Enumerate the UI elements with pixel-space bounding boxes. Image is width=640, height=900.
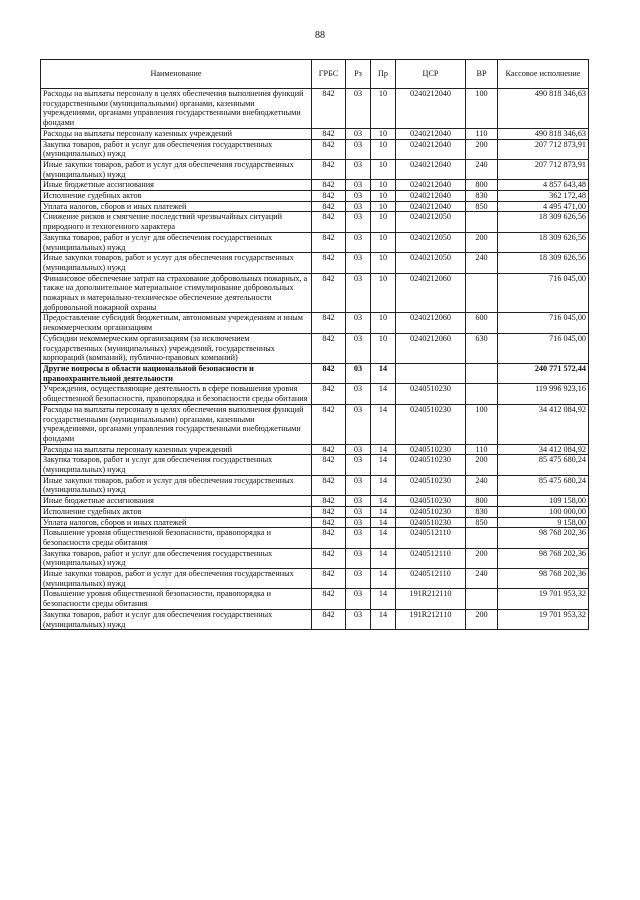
cell-name: Закупка товаров, работ и услуг для обеспечения государственных (муниципальных) нужд bbox=[41, 139, 312, 159]
cell-csr: 0240510230 bbox=[396, 496, 466, 507]
cell-pr: 10 bbox=[371, 232, 396, 252]
cell-name: Иные бюджетные ассигнования bbox=[41, 496, 312, 507]
cell-grbs: 842 bbox=[312, 201, 346, 212]
cell-amount: 18 309 626,56 bbox=[498, 212, 589, 232]
cell-csr: 191R212110 bbox=[396, 609, 466, 629]
cell-vr: 100 bbox=[466, 89, 498, 129]
table-row bbox=[41, 333, 589, 363]
cell-name: Иные закупки товаров, работ и услуг для обеспечения государственных (муниципальных) нужд bbox=[41, 253, 312, 273]
cell-amount: 716 045,00 bbox=[498, 273, 589, 313]
cell-rz: 03 bbox=[346, 609, 371, 629]
cell-grbs: 842 bbox=[312, 444, 346, 455]
cell-rz: 03 bbox=[346, 589, 371, 609]
cell-csr: 0240212050 bbox=[396, 212, 466, 232]
cell-name: Закупка товаров, работ и услуг для обеспечения государственных (муниципальных) нужд bbox=[41, 548, 312, 568]
cell-pr: 10 bbox=[371, 313, 396, 333]
cell-rz: 03 bbox=[346, 569, 371, 589]
cell-pr: 14 bbox=[371, 589, 396, 609]
cell-vr: 850 bbox=[466, 517, 498, 528]
cell-amount: 4 857 643,48 bbox=[498, 180, 589, 191]
cell-pr: 14 bbox=[371, 444, 396, 455]
cell-csr: 0240212040 bbox=[396, 139, 466, 159]
cell-name: Иные закупки товаров, работ и услуг для обеспечения государственных (муниципальных) нужд bbox=[41, 569, 312, 589]
cell-vr: 630 bbox=[466, 333, 498, 363]
cell-amount: 362 172,48 bbox=[498, 191, 589, 202]
cell-pr: 10 bbox=[371, 253, 396, 273]
cell-name: Иные закупки товаров, работ и услуг для обеспечения государственных (муниципальных) нужд bbox=[41, 159, 312, 179]
cell-vr: 830 bbox=[466, 506, 498, 517]
cell-amount: 119 996 923,16 bbox=[498, 384, 589, 404]
cell-csr: 0240510230 bbox=[396, 404, 466, 444]
cell-csr: 0240212040 bbox=[396, 89, 466, 129]
cell-name: Расходы на выплаты персоналу казенных учреждений bbox=[41, 128, 312, 139]
cell-vr: 200 bbox=[466, 455, 498, 475]
cell-rz: 03 bbox=[346, 517, 371, 528]
cell-csr: 0240512110 bbox=[396, 548, 466, 568]
cell-pr: 14 bbox=[371, 506, 396, 517]
cell-pr: 14 bbox=[371, 363, 396, 383]
cell-grbs: 842 bbox=[312, 609, 346, 629]
table-row bbox=[41, 384, 589, 404]
table-row bbox=[41, 363, 589, 383]
cell-grbs: 842 bbox=[312, 455, 346, 475]
cell-csr: 0240212040 bbox=[396, 201, 466, 212]
table-row bbox=[41, 569, 589, 589]
column-header-grbs: ГРБС bbox=[312, 60, 346, 89]
cell-vr: 240 bbox=[466, 475, 498, 495]
cell-csr: 0240510230 bbox=[396, 475, 466, 495]
table-row bbox=[41, 201, 589, 212]
cell-grbs: 842 bbox=[312, 273, 346, 313]
cell-csr: 0240212060 bbox=[396, 313, 466, 333]
cell-vr bbox=[466, 384, 498, 404]
column-header-vr: ВР bbox=[466, 60, 498, 89]
cell-vr: 240 bbox=[466, 159, 498, 179]
cell-pr: 14 bbox=[371, 384, 396, 404]
cell-grbs: 842 bbox=[312, 191, 346, 202]
cell-rz: 03 bbox=[346, 528, 371, 548]
cell-vr: 200 bbox=[466, 548, 498, 568]
cell-csr: 0240212060 bbox=[396, 333, 466, 363]
cell-grbs: 842 bbox=[312, 475, 346, 495]
cell-vr: 800 bbox=[466, 180, 498, 191]
cell-vr: 110 bbox=[466, 128, 498, 139]
cell-vr: 100 bbox=[466, 404, 498, 444]
cell-vr bbox=[466, 363, 498, 383]
column-header-amount: Кассовое исполнение bbox=[498, 60, 589, 89]
cell-pr: 14 bbox=[371, 609, 396, 629]
table-row bbox=[41, 212, 589, 232]
column-header-pr: Пр bbox=[371, 60, 396, 89]
cell-rz: 03 bbox=[346, 159, 371, 179]
table-row bbox=[41, 455, 589, 475]
cell-grbs: 842 bbox=[312, 232, 346, 252]
cell-amount: 34 412 084,92 bbox=[498, 444, 589, 455]
cell-csr: 191R212110 bbox=[396, 589, 466, 609]
cell-amount: 34 412 084,92 bbox=[498, 404, 589, 444]
cell-amount: 490 818 346,63 bbox=[498, 128, 589, 139]
budget-execution-table bbox=[40, 59, 589, 630]
cell-csr: 0240510230 bbox=[396, 444, 466, 455]
cell-grbs: 842 bbox=[312, 139, 346, 159]
cell-name: Предоставление субсидий бюджетным, автономным учреждениям и иным некоммерческим организациям bbox=[41, 313, 312, 333]
table-row bbox=[41, 528, 589, 548]
cell-amount: 98 768 202,36 bbox=[498, 548, 589, 568]
cell-rz: 03 bbox=[346, 232, 371, 252]
table-row bbox=[41, 548, 589, 568]
table-row bbox=[41, 517, 589, 528]
table-header-row bbox=[41, 60, 589, 89]
cell-grbs: 842 bbox=[312, 253, 346, 273]
cell-rz: 03 bbox=[346, 363, 371, 383]
cell-amount: 100 000,00 bbox=[498, 506, 589, 517]
cell-csr: 0240212040 bbox=[396, 191, 466, 202]
cell-name: Закупка товаров, работ и услуг для обеспечения государственных (муниципальных) нужд bbox=[41, 232, 312, 252]
cell-grbs: 842 bbox=[312, 128, 346, 139]
cell-amount: 207 712 873,91 bbox=[498, 159, 589, 179]
cell-pr: 10 bbox=[371, 201, 396, 212]
table-row bbox=[41, 404, 589, 444]
cell-amount: 4 495 471,00 bbox=[498, 201, 589, 212]
cell-pr: 10 bbox=[371, 139, 396, 159]
cell-grbs: 842 bbox=[312, 313, 346, 333]
cell-name: Исполнение судебных актов bbox=[41, 191, 312, 202]
cell-rz: 03 bbox=[346, 139, 371, 159]
cell-rz: 03 bbox=[346, 404, 371, 444]
cell-name: Исполнение судебных актов bbox=[41, 506, 312, 517]
cell-vr: 200 bbox=[466, 139, 498, 159]
cell-rz: 03 bbox=[346, 333, 371, 363]
cell-csr: 0240212050 bbox=[396, 232, 466, 252]
cell-amount: 18 309 626,56 bbox=[498, 253, 589, 273]
cell-csr: 0240510230 bbox=[396, 506, 466, 517]
cell-csr: 0240510230 bbox=[396, 384, 466, 404]
cell-name: Закупка товаров, работ и услуг для обеспечения государственных (муниципальных) нужд bbox=[41, 455, 312, 475]
cell-grbs: 842 bbox=[312, 496, 346, 507]
cell-pr: 14 bbox=[371, 475, 396, 495]
cell-amount: 109 158,00 bbox=[498, 496, 589, 507]
cell-vr bbox=[466, 589, 498, 609]
cell-grbs: 842 bbox=[312, 528, 346, 548]
cell-csr: 0240212040 bbox=[396, 180, 466, 191]
cell-vr: 800 bbox=[466, 496, 498, 507]
cell-rz: 03 bbox=[346, 475, 371, 495]
cell-csr: 0240212040 bbox=[396, 128, 466, 139]
cell-pr: 10 bbox=[371, 89, 396, 129]
cell-amount: 18 309 626,56 bbox=[498, 232, 589, 252]
cell-rz: 03 bbox=[346, 212, 371, 232]
cell-name: Другие вопросы в области национальной безопасности и правоохранительной деятельности bbox=[41, 363, 312, 383]
column-header-csr: ЦСР bbox=[396, 60, 466, 89]
cell-amount: 716 045,00 bbox=[498, 313, 589, 333]
cell-pr: 10 bbox=[371, 159, 396, 179]
table-row bbox=[41, 444, 589, 455]
cell-rz: 03 bbox=[346, 444, 371, 455]
page-number: 88 bbox=[315, 30, 325, 41]
table-row bbox=[41, 589, 589, 609]
cell-pr: 14 bbox=[371, 528, 396, 548]
cell-rz: 03 bbox=[346, 455, 371, 475]
table-row bbox=[41, 253, 589, 273]
cell-rz: 03 bbox=[346, 273, 371, 313]
cell-amount: 207 712 873,91 bbox=[498, 139, 589, 159]
table-row bbox=[41, 506, 589, 517]
cell-pr: 10 bbox=[371, 212, 396, 232]
cell-csr: 0240510230 bbox=[396, 455, 466, 475]
table-row bbox=[41, 89, 589, 129]
cell-rz: 03 bbox=[346, 548, 371, 568]
cell-rz: 03 bbox=[346, 506, 371, 517]
table-row bbox=[41, 475, 589, 495]
table-row bbox=[41, 180, 589, 191]
cell-amount: 98 768 202,36 bbox=[498, 569, 589, 589]
cell-name: Иные закупки товаров, работ и услуг для обеспечения государственных (муниципальных) нужд bbox=[41, 475, 312, 495]
cell-grbs: 842 bbox=[312, 589, 346, 609]
table-row bbox=[41, 128, 589, 139]
cell-name: Закупка товаров, работ и услуг для обеспечения государственных (муниципальных) нужд bbox=[41, 609, 312, 629]
table-row bbox=[41, 273, 589, 313]
table-row bbox=[41, 232, 589, 252]
table-row bbox=[41, 496, 589, 507]
cell-pr: 10 bbox=[371, 180, 396, 191]
cell-grbs: 842 bbox=[312, 569, 346, 589]
cell-name: Финансовое обеспечение затрат на страхование добровольных пожарных, а также на дополнительное материальное стимулирование добровольных пожарных и материально-техническое обеспечение деятельности добровольной пожарной охраны bbox=[41, 273, 312, 313]
cell-rz: 03 bbox=[346, 496, 371, 507]
cell-rz: 03 bbox=[346, 128, 371, 139]
cell-vr: 200 bbox=[466, 232, 498, 252]
cell-grbs: 842 bbox=[312, 212, 346, 232]
cell-name: Уплата налогов, сборов и иных платежей bbox=[41, 517, 312, 528]
cell-pr: 14 bbox=[371, 548, 396, 568]
cell-name: Учреждения, осуществляющие деятельность в сфере повышения уровня общественной безопасности, правопорядка и безопасности среды обитания bbox=[41, 384, 312, 404]
cell-grbs: 842 bbox=[312, 548, 346, 568]
cell-name: Иные бюджетные ассигнования bbox=[41, 180, 312, 191]
cell-pr: 10 bbox=[371, 273, 396, 313]
cell-name: Повышение уровня общественной безопасности, правопорядка и безопасности среды обитания bbox=[41, 528, 312, 548]
table-body bbox=[41, 89, 589, 630]
cell-amount: 19 701 953,32 bbox=[498, 609, 589, 629]
cell-csr: 0240212040 bbox=[396, 159, 466, 179]
cell-name: Субсидии некоммерческим организациям (за исключением государственных (муниципальных) учреждений, государственных корпораций (компаний), публично-правовых компаний) bbox=[41, 333, 312, 363]
cell-vr bbox=[466, 528, 498, 548]
cell-csr: 0240512110 bbox=[396, 569, 466, 589]
cell-rz: 03 bbox=[346, 89, 371, 129]
cell-pr: 14 bbox=[371, 404, 396, 444]
cell-rz: 03 bbox=[346, 253, 371, 273]
cell-vr: 110 bbox=[466, 444, 498, 455]
cell-csr: 0240212050 bbox=[396, 253, 466, 273]
cell-name: Расходы на выплаты персоналу казенных учреждений bbox=[41, 444, 312, 455]
cell-pr: 10 bbox=[371, 191, 396, 202]
cell-pr: 10 bbox=[371, 128, 396, 139]
cell-amount: 9 158,00 bbox=[498, 517, 589, 528]
cell-grbs: 842 bbox=[312, 180, 346, 191]
cell-name: Снижение рисков и смягчение последствий чрезвычайных ситуаций природного и техногенного характера bbox=[41, 212, 312, 232]
cell-pr: 14 bbox=[371, 496, 396, 507]
cell-csr: 0240510230 bbox=[396, 517, 466, 528]
column-header-name: Наименование bbox=[41, 60, 312, 89]
cell-grbs: 842 bbox=[312, 404, 346, 444]
cell-csr bbox=[396, 363, 466, 383]
cell-grbs: 842 bbox=[312, 333, 346, 363]
cell-vr: 830 bbox=[466, 191, 498, 202]
table-row bbox=[41, 313, 589, 333]
cell-amount: 490 818 346,63 bbox=[498, 89, 589, 129]
cell-name: Повышение уровня общественной безопасности, правопорядка и безопасности среды обитания bbox=[41, 589, 312, 609]
cell-amount: 19 701 953,32 bbox=[498, 589, 589, 609]
cell-grbs: 842 bbox=[312, 506, 346, 517]
cell-grbs: 842 bbox=[312, 363, 346, 383]
cell-rz: 03 bbox=[346, 191, 371, 202]
cell-csr: 0240512110 bbox=[396, 528, 466, 548]
table-row bbox=[41, 159, 589, 179]
cell-vr: 850 bbox=[466, 201, 498, 212]
cell-amount: 85 475 680,24 bbox=[498, 475, 589, 495]
cell-csr: 0240212060 bbox=[396, 273, 466, 313]
cell-pr: 10 bbox=[371, 333, 396, 363]
cell-vr bbox=[466, 212, 498, 232]
cell-amount: 98 768 202,36 bbox=[498, 528, 589, 548]
cell-amount: 85 475 680,24 bbox=[498, 455, 589, 475]
cell-grbs: 842 bbox=[312, 89, 346, 129]
table-row bbox=[41, 609, 589, 629]
cell-pr: 14 bbox=[371, 517, 396, 528]
cell-rz: 03 bbox=[346, 384, 371, 404]
cell-name: Расходы на выплаты персоналу в целях обеспечения выполнения функций государственными (муниципальными) органами, казенными учреждениями, органами управления государственными внебюджетными фондами bbox=[41, 89, 312, 129]
column-header-rz: Рз bbox=[346, 60, 371, 89]
cell-grbs: 842 bbox=[312, 517, 346, 528]
cell-grbs: 842 bbox=[312, 384, 346, 404]
cell-rz: 03 bbox=[346, 201, 371, 212]
cell-vr: 600 bbox=[466, 313, 498, 333]
cell-name: Уплата налогов, сборов и иных платежей bbox=[41, 201, 312, 212]
cell-vr: 200 bbox=[466, 609, 498, 629]
cell-vr bbox=[466, 273, 498, 313]
cell-grbs: 842 bbox=[312, 159, 346, 179]
cell-rz: 03 bbox=[346, 313, 371, 333]
cell-amount: 716 045,00 bbox=[498, 333, 589, 363]
cell-pr: 14 bbox=[371, 569, 396, 589]
cell-vr: 240 bbox=[466, 253, 498, 273]
table-row bbox=[41, 191, 589, 202]
cell-amount: 240 771 572,44 bbox=[498, 363, 589, 383]
cell-rz: 03 bbox=[346, 180, 371, 191]
table-row bbox=[41, 139, 589, 159]
cell-vr: 240 bbox=[466, 569, 498, 589]
cell-name: Расходы на выплаты персоналу в целях обеспечения выполнения функций государственными (муниципальными) органами, казенными учреждениями, органами управления государственными внебюджетными фондами bbox=[41, 404, 312, 444]
cell-pr: 14 bbox=[371, 455, 396, 475]
